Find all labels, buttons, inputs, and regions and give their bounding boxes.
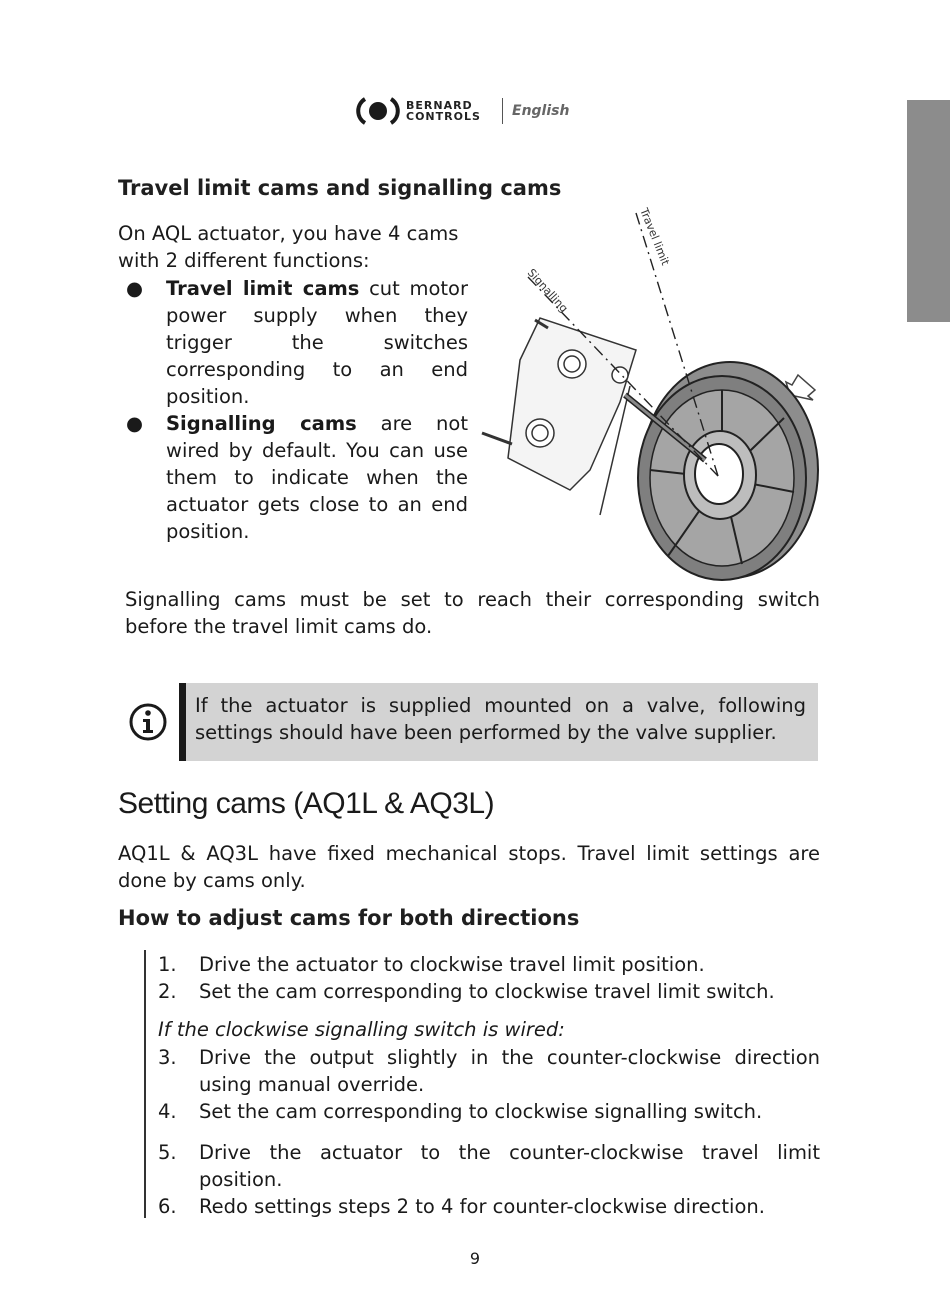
intro-paragraph: On AQL actuator, you have 4 cams with 2 different functions: [118,222,459,272]
travel-limit-label: Travel limit [637,206,672,268]
signalling-order-paragraph: Signalling cams must be set to reach their corresponding switch before the travel limit cams do. [125,588,820,638]
steps-accent-bar [144,950,146,1218]
step-item [158,1044,820,1098]
bernard-controls-logo [356,96,490,126]
bullet-icon: ● [126,277,144,300]
subsection-title-adjust-cams: How to adjust cams for both directions [118,906,580,930]
bullet-term: Travel limit cams [166,277,360,300]
step-item [158,978,820,1005]
cam-functions-list [118,275,468,545]
language-label: English [512,103,570,119]
step-text: Drive the actuator to clockwise travel limit position. [199,953,705,976]
step-text: Drive the output slightly in the counter-clockwise direction using manual override. [199,1046,820,1096]
microswitch-body [508,318,636,490]
list-item [118,410,468,545]
info-circle-icon [128,702,168,742]
step-number: 2. [158,980,177,1003]
step-number: 6. [158,1195,177,1218]
cam-bore [695,444,743,504]
logo-text: BERNARD CONTROLS [406,99,481,123]
section-title-travel-limit-cams: Travel limit cams and signalling cams [118,176,562,200]
signalling-label: Signalling [524,266,571,316]
step-text: Drive the actuator to the counter-clockwise travel limit position. [199,1141,820,1191]
step-text: Set the cam corresponding to clockwise signalling switch. [199,1100,763,1123]
page-number: 9 [469,1249,481,1268]
note-box: If the actuator is supplied mounted on a valve, following settings should have been performed by the valve supplier. [186,683,818,761]
step-number: 5. [158,1141,177,1164]
step-number: 1. [158,953,177,976]
logo-mark-icon [356,96,400,126]
header-separator [502,98,503,124]
list-item [118,275,468,410]
step-item [158,1098,820,1125]
bullet-description: cut motor power supply when they trigger the switches corresponding to an end position. [166,277,468,408]
side-tab [907,100,950,322]
step-item [158,1139,820,1193]
step-number: 3. [158,1046,177,1069]
fixed-stops-paragraph: AQ1L & AQ3L have fixed mechanical stops. Travel limit settings are done by cams only. [118,842,820,892]
step-text: Redo settings steps 2 to 4 for counter-clockwise direction. [199,1195,765,1218]
page-header [356,94,569,128]
bullet-term: Signalling cams [166,412,357,435]
step-number: 4. [158,1100,177,1123]
step-item [158,951,820,978]
cam-switch-illustration [478,205,828,585]
step-item [158,1193,820,1220]
note-accent-bar [179,683,186,761]
step-text: Set the cam corresponding to clockwise travel limit switch. [199,980,775,1003]
section-title-setting-cams: Setting cams (AQ1L & AQ3L) [118,787,495,820]
conditional-note: If the clockwise signalling switch is wired: [158,1018,565,1041]
switch-roller [612,367,628,383]
bullet-icon: ● [126,412,144,435]
bullet-description: are not wired by default. You can use them to indicate when the actuator gets close to an end position. [166,412,468,543]
